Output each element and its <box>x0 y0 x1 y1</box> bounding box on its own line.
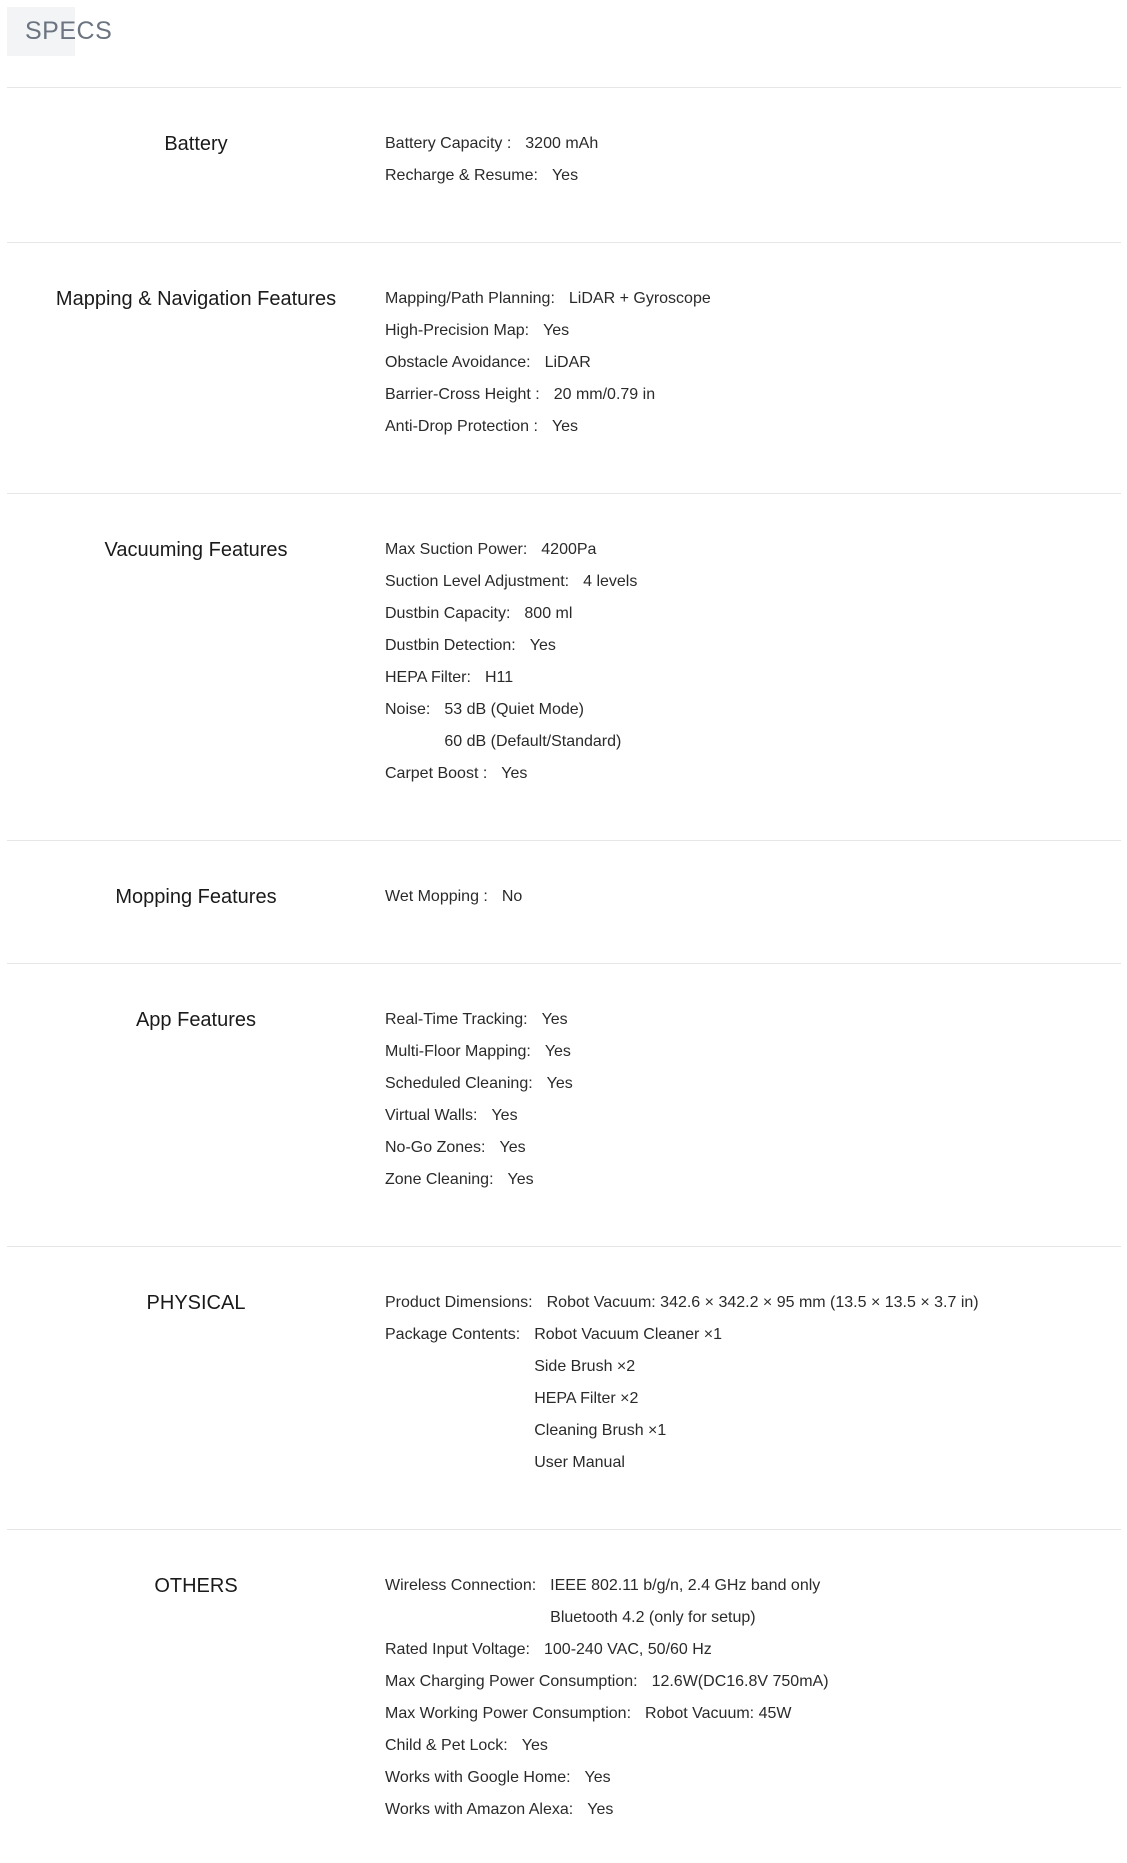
spec-label: Multi-Floor Mapping: <box>385 1043 531 1060</box>
spec-values <box>587 1794 613 1826</box>
spec-value: 12.6W(DC16.8V 750mA) <box>651 1673 829 1690</box>
spec-row <box>385 379 1121 411</box>
spec-value: Robot Vacuum: 342.6 × 342.2 × 95 mm (13.5 × 13.5 × 3.7 in) <box>546 1294 979 1311</box>
spec-label: Obstacle Avoidance: <box>385 354 531 371</box>
spec-section-body <box>385 534 1121 840</box>
spec-values <box>530 630 556 662</box>
spec-value: Side Brush ×2 <box>534 1358 636 1375</box>
spec-value: Yes <box>521 1737 548 1754</box>
spec-value: User Manual <box>534 1454 625 1471</box>
spec-values <box>552 411 578 443</box>
spec-value: 60 dB (Default/Standard) <box>444 733 622 750</box>
spec-row <box>385 1004 1121 1036</box>
spec-row <box>385 1794 1121 1826</box>
spec-row <box>385 566 1121 598</box>
spec-value: Yes <box>546 1075 573 1092</box>
spec-label: Scheduled Cleaning: <box>385 1075 533 1092</box>
spec-section-title: Vacuuming Features <box>104 539 288 561</box>
spec-value: Robot Vacuum Cleaner ×1 <box>534 1326 723 1343</box>
spec-row <box>385 1666 1121 1698</box>
spec-value: Yes <box>541 1011 568 1028</box>
spec-section-body <box>385 1287 1121 1529</box>
spec-value: Yes <box>543 322 570 339</box>
spec-values <box>541 534 596 566</box>
spec-row <box>385 694 1121 758</box>
spec-label: Works with Amazon Alexa: <box>385 1801 574 1818</box>
spec-value: Robot Vacuum: 45W <box>645 1705 792 1722</box>
spec-value: Yes <box>587 1801 614 1818</box>
spec-label: Suction Level Adjustment: <box>385 573 570 590</box>
spec-row <box>385 758 1121 790</box>
spec-row <box>385 1698 1121 1730</box>
spec-row <box>385 315 1121 347</box>
spec-values <box>645 1698 791 1730</box>
spec-row <box>385 1634 1121 1666</box>
spec-label: Max Suction Power: <box>385 541 528 558</box>
spec-label: Mapping/Path Planning: <box>385 290 555 307</box>
spec-row <box>385 1287 1121 1319</box>
spec-label: Wireless Connection: <box>385 1577 537 1594</box>
spec-values <box>544 1634 712 1666</box>
spec-row <box>385 160 1121 192</box>
spec-value: 20 mm/0.79 in <box>553 386 656 403</box>
spec-section-body <box>385 881 1121 963</box>
spec-value: LiDAR <box>544 354 591 371</box>
spec-values <box>652 1666 829 1698</box>
spec-values <box>522 1730 548 1762</box>
spec-row <box>385 534 1121 566</box>
spec-row <box>385 347 1121 379</box>
spec-values <box>569 283 711 315</box>
spec-value: IEEE 802.11 b/g/n, 2.4 GHz band only <box>550 1577 821 1594</box>
spec-value: 3200 mAh <box>525 135 599 152</box>
spec-row <box>385 411 1121 443</box>
spec-values <box>501 758 527 790</box>
spec-row <box>385 1036 1121 1068</box>
spec-row <box>385 1570 1121 1634</box>
spec-row <box>385 881 1121 913</box>
spec-values <box>554 379 655 411</box>
spec-values <box>547 1287 979 1319</box>
spec-value: Cleaning Brush ×1 <box>534 1422 667 1439</box>
spec-values <box>542 1004 568 1036</box>
spec-section-title: OTHERS <box>154 1575 238 1597</box>
spec-section-body <box>385 128 1121 242</box>
spec-row <box>385 1762 1121 1794</box>
spec-section-title: Mopping Features <box>115 886 277 908</box>
spec-value: 100-240 VAC, 50/60 Hz <box>544 1641 712 1658</box>
spec-value: Yes <box>551 418 579 435</box>
spec-row <box>385 1730 1121 1762</box>
spec-row <box>385 662 1121 694</box>
spec-value: 800 ml <box>524 605 573 622</box>
spec-section-body <box>385 1570 1121 1829</box>
spec-value: Bluetooth 4.2 (only for setup) <box>550 1609 756 1626</box>
spec-values <box>552 160 578 192</box>
spec-value: Yes <box>529 637 556 654</box>
spec-label: Carpet Boost : <box>385 765 488 782</box>
spec-values <box>491 1100 517 1132</box>
spec-label: Real-Time Tracking: <box>385 1011 528 1028</box>
spec-values <box>525 128 598 160</box>
spec-label: Virtual Walls: <box>385 1107 478 1124</box>
spec-section-title: PHYSICAL <box>146 1292 246 1314</box>
specs-list <box>7 87 1121 1829</box>
spec-section <box>7 963 1121 1246</box>
spec-label: HEPA Filter: <box>385 669 471 686</box>
spec-value: LiDAR + Gyroscope <box>568 290 711 307</box>
spec-values <box>485 662 513 694</box>
spec-label: Barrier-Cross Height : <box>385 386 540 403</box>
spec-section <box>7 1246 1121 1529</box>
spec-label: Noise: <box>385 701 431 718</box>
spec-row <box>385 1319 1121 1479</box>
spec-value: Yes <box>501 765 528 782</box>
spec-section-title: Mapping & Navigation Features <box>55 288 337 310</box>
spec-label: Anti-Drop Protection : <box>385 418 538 435</box>
spec-values <box>545 347 591 379</box>
spec-values <box>534 1319 722 1479</box>
spec-value: 4200Pa <box>541 541 597 558</box>
spec-section <box>7 242 1121 493</box>
spec-values <box>547 1068 573 1100</box>
spec-label: High-Precision Map: <box>385 322 530 339</box>
spec-value: 53 dB (Quiet Mode) <box>444 701 584 718</box>
spec-row <box>385 128 1121 160</box>
spec-section <box>7 1529 1121 1829</box>
spec-value: Yes <box>551 167 579 184</box>
spec-row <box>385 630 1121 662</box>
spec-label: Dustbin Detection: <box>385 637 516 654</box>
spec-value: Yes <box>491 1107 518 1124</box>
spec-value: HEPA Filter ×2 <box>534 1390 639 1407</box>
spec-label: Dustbin Capacity: <box>385 605 511 622</box>
spec-values <box>585 1762 611 1794</box>
spec-section-body <box>385 1004 1121 1246</box>
spec-section <box>7 87 1121 242</box>
spec-row <box>385 1132 1121 1164</box>
spec-label: Battery Capacity : <box>385 135 512 152</box>
spec-values <box>543 315 569 347</box>
spec-section <box>7 840 1121 963</box>
spec-label: Child & Pet Lock: <box>385 1737 508 1754</box>
spec-row <box>385 598 1121 630</box>
spec-label: No-Go Zones: <box>385 1139 486 1156</box>
spec-values <box>444 694 621 758</box>
spec-values <box>524 598 572 630</box>
spec-label: Recharge & Resume: <box>385 167 538 184</box>
spec-value: Yes <box>544 1043 571 1060</box>
spec-section <box>7 493 1121 840</box>
spec-value: Yes <box>499 1139 526 1156</box>
spec-values <box>583 566 637 598</box>
spec-label: Max Working Power Consumption: <box>385 1705 632 1722</box>
spec-values <box>545 1036 571 1068</box>
spec-label: Max Charging Power Consumption: <box>385 1673 638 1690</box>
spec-row <box>385 1164 1121 1196</box>
spec-values <box>550 1570 820 1634</box>
spec-row <box>385 1100 1121 1132</box>
spec-section-body <box>385 283 1121 493</box>
spec-label: Wet Mopping : <box>385 888 488 905</box>
spec-value: Yes <box>584 1769 611 1786</box>
spec-value: 4 levels <box>583 573 638 590</box>
spec-value: H11 <box>484 669 514 686</box>
spec-label: Zone Cleaning: <box>385 1171 494 1188</box>
spec-label: Rated Input Voltage: <box>385 1641 530 1658</box>
spec-value: No <box>501 888 523 905</box>
tab-specs[interactable] <box>7 7 113 56</box>
spec-label: Product Dimensions: <box>385 1294 533 1311</box>
spec-values <box>502 881 522 913</box>
spec-row <box>385 283 1121 315</box>
spec-label: Package Contents: <box>385 1326 521 1343</box>
spec-value: Yes <box>507 1171 534 1188</box>
tab-specs-label: SPECS <box>25 17 113 45</box>
spec-values <box>499 1132 525 1164</box>
spec-section-title: Battery <box>164 133 228 155</box>
spec-section-title: App Features <box>135 1009 257 1031</box>
spec-row <box>385 1068 1121 1100</box>
spec-label: Works with Google Home: <box>385 1769 571 1786</box>
spec-values <box>508 1164 534 1196</box>
